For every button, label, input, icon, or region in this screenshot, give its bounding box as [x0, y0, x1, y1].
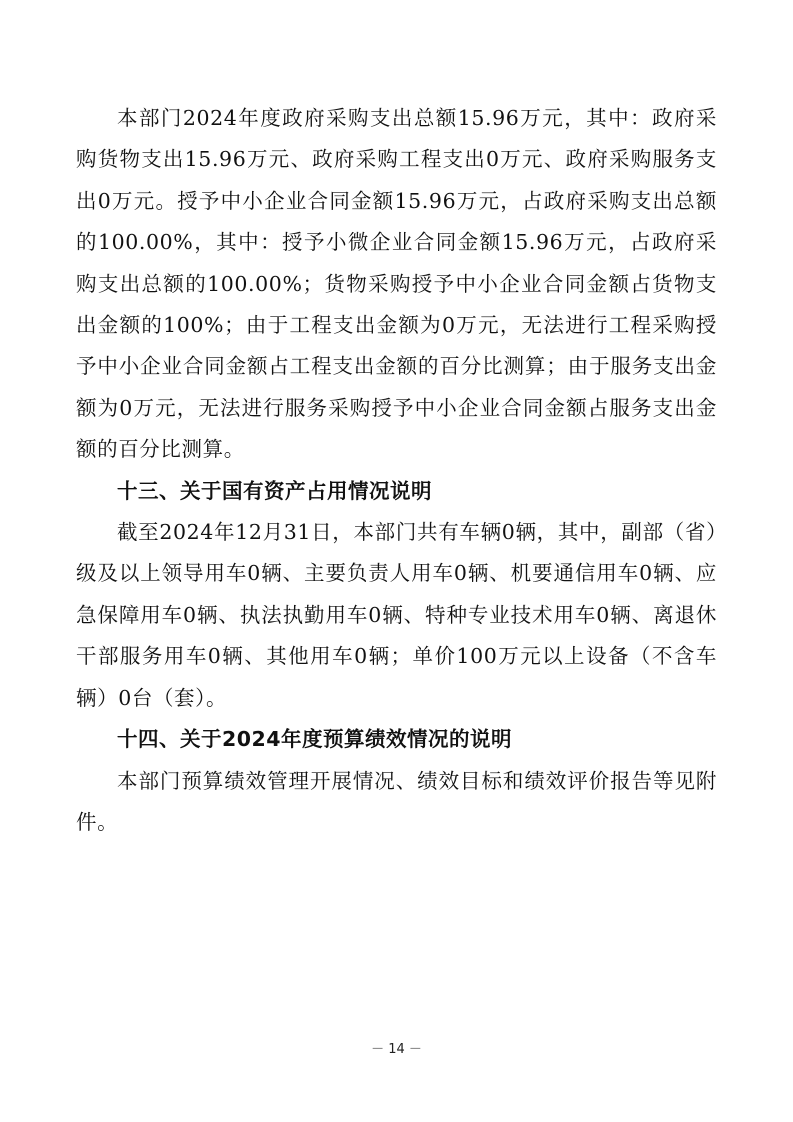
- section-13-heading: 十三、关于国有资产占用情况说明: [117, 478, 432, 503]
- document-body: [76, 98, 717, 843]
- section-14-heading: 十四、关于2024年度预算绩效情况的说明: [117, 727, 513, 752]
- page-number: － 14 －: [371, 1042, 422, 1057]
- procurement-paragraph: 本部门2024年度政府采购支出总额15.96万元，其中：政府采购货物支出15.96万元、政府采购工程支出0万元、政府采购服务支出0万元。授予中小企业合同金额15.96万元，占政府采购支出总额的100.00%，其中：授予小微企业合同金额15.96万元，占政府采购支出总额的100.00%；货物采购授予中小企业合同金额占货物支出金额的100%；由于工程支出金额为0万元，无法进行工程采购授予中小企业合同金额占工程支出金额的百分比测算；由于服务支出金额为0万元，无法进行服务采购授予中小企业合同金额占服务支出金额的百分比测算。: [76, 106, 717, 462]
- performance-paragraph: 本部门预算绩效管理开展情况、绩效目标和绩效评价报告等见附件。: [76, 768, 717, 834]
- assets-paragraph: 截至2024年12月31日，本部门共有车辆0辆，其中，副部（省）级及以上领导用车0辆、主要负责人用车0辆、机要通信用车0辆、应急保障用车0辆、执法执勤用车0辆、特种专业技术用车0辆、离退休干部服务用车0辆、其他用车0辆；单价100万元以上设备（不含车辆）0台（套）。: [76, 520, 717, 710]
